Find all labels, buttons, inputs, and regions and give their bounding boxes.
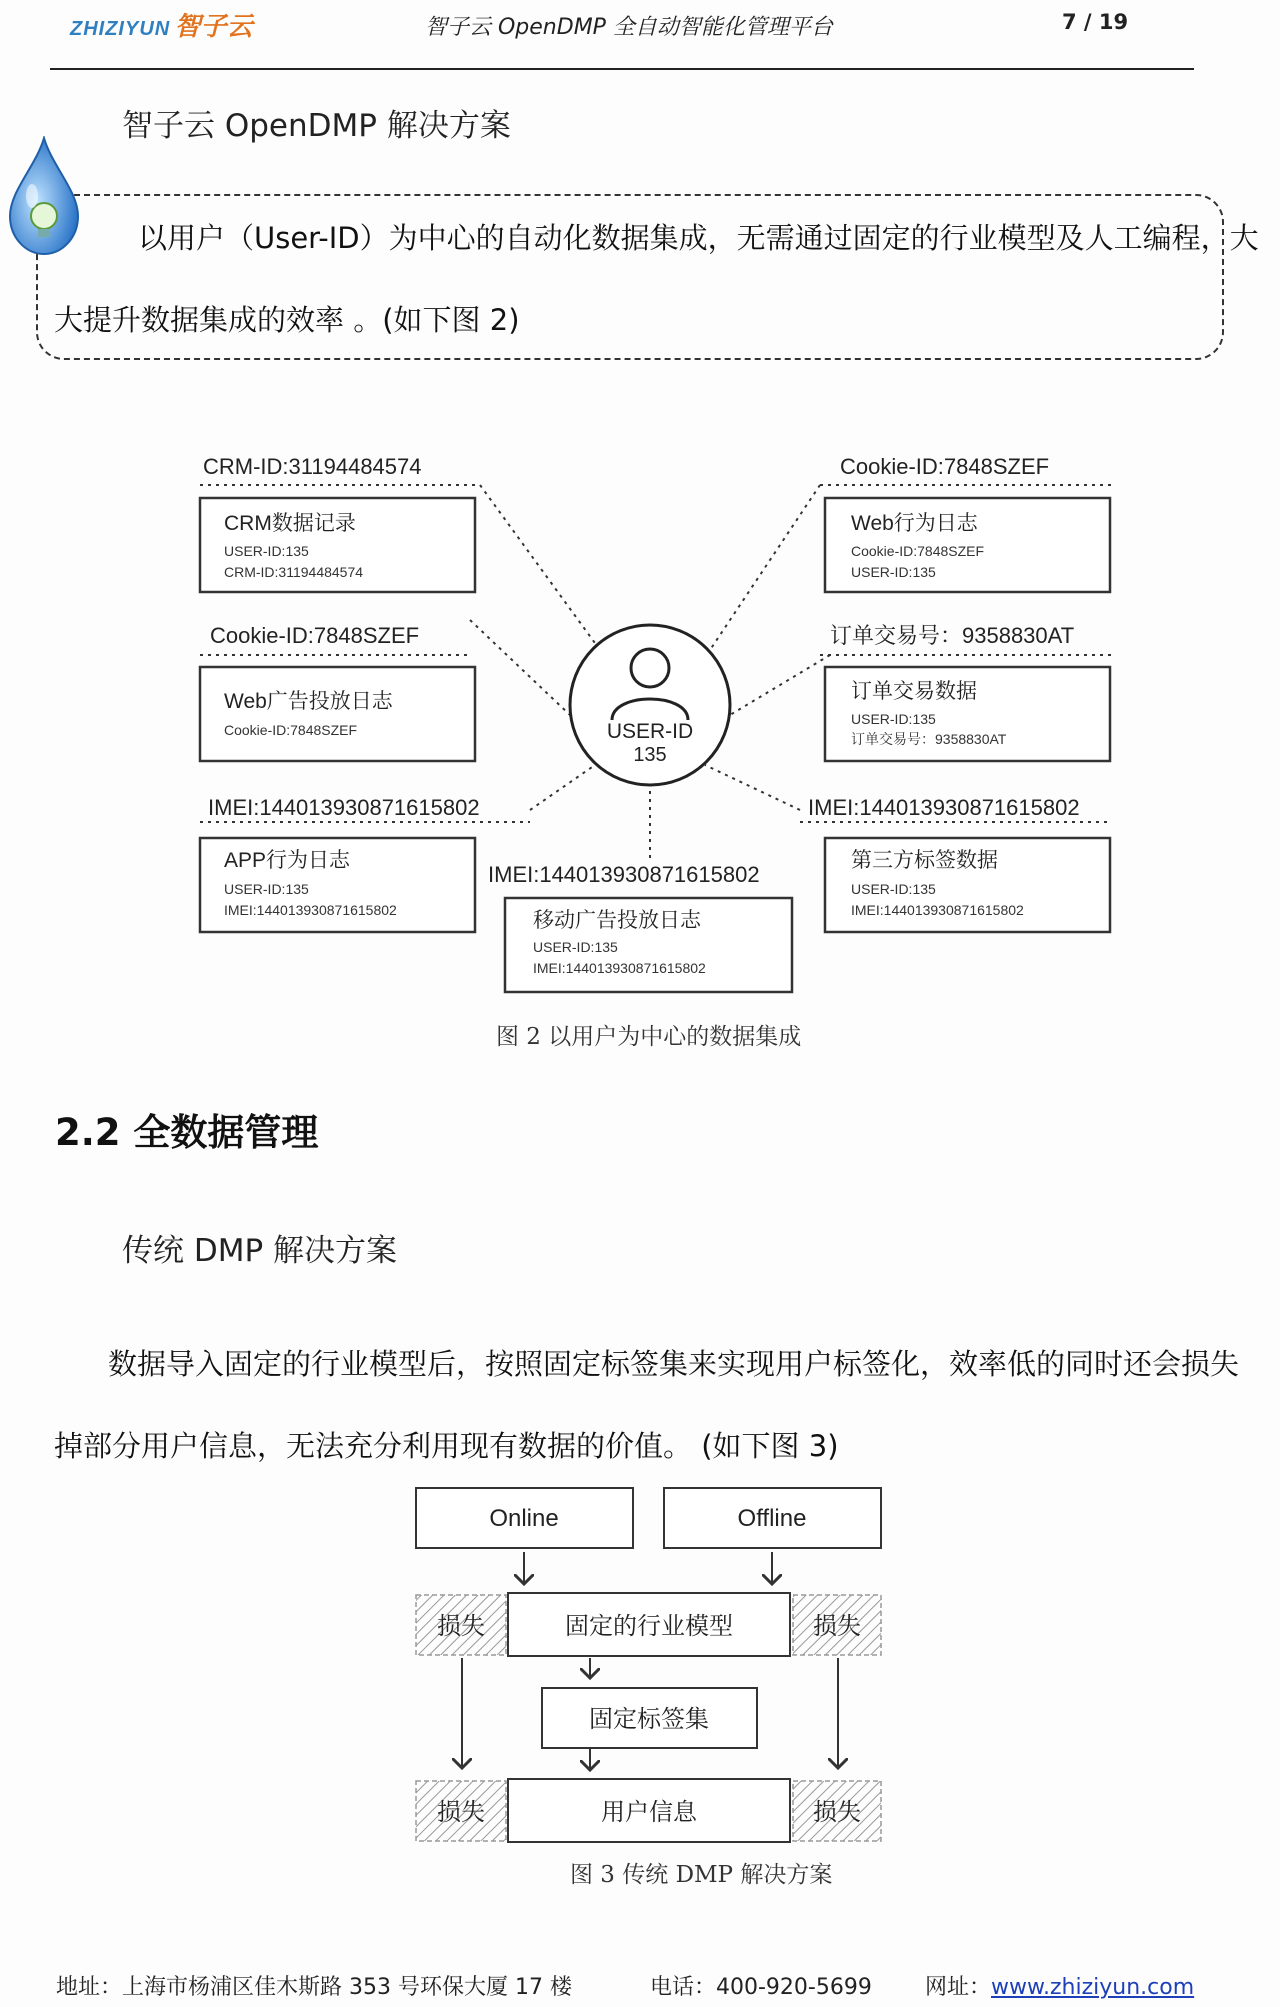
online-box bbox=[416, 1488, 633, 1548]
node-title: APP行为日志 bbox=[224, 849, 351, 872]
callout-line-2: 大提升数据集成的效率 。(如下图 2) bbox=[54, 303, 520, 337]
logo-text-en: ZHIZIYUN bbox=[70, 18, 171, 40]
footer-web-label: 网址： bbox=[925, 1975, 992, 2000]
model-box bbox=[508, 1593, 790, 1656]
node-label: IMEI:144013930871615802 bbox=[488, 862, 760, 887]
node-title: CRM数据记录 bbox=[224, 512, 356, 535]
loss-label: 损失 bbox=[437, 1613, 485, 1640]
footer-phone: 电话：400-920-5699 bbox=[650, 1975, 872, 2000]
online-label: Online bbox=[489, 1505, 559, 1532]
section2-para-line-2: 掉部分用户信息，无法充分利用现有数据的价值。 (如下图 3) bbox=[54, 1429, 839, 1463]
node-label: 订单交易号：9358830AT bbox=[830, 623, 1075, 648]
logo-text-cn: 智子云 bbox=[174, 11, 253, 41]
node-line-1: Cookie-ID:7848SZEF bbox=[851, 543, 985, 559]
section-heading: 2.2 全数据管理 bbox=[55, 1111, 319, 1154]
water-drop-bulb-icon bbox=[6, 136, 82, 256]
node-line-1: Cookie-ID:7848SZEF bbox=[224, 722, 358, 738]
footer-web bbox=[925, 1970, 1194, 2001]
loss-label: 损失 bbox=[813, 1799, 861, 1826]
node-line-2: IMEI:144013930871615802 bbox=[851, 902, 1024, 918]
loss-box bbox=[416, 1781, 506, 1841]
node-crm bbox=[200, 454, 475, 592]
node-title: Web行为日志 bbox=[851, 512, 978, 535]
callout-line-1: 以用户（User-ID）为中心的自动化数据集成，无需通过固定的行业模型及人工编程，大 bbox=[138, 221, 1259, 255]
tagset-label: 固定标签集 bbox=[589, 1706, 709, 1733]
node-label: Cookie-ID:7848SZEF bbox=[210, 623, 420, 648]
figure3-diagram bbox=[400, 1480, 900, 1855]
node-line-1: USER-ID:135 bbox=[224, 881, 309, 897]
node-label: IMEI:144013930871615802 bbox=[208, 795, 480, 820]
node-title: 移动广告投放日志 bbox=[533, 909, 701, 932]
node-line-2: CRM-ID:31194484574 bbox=[224, 564, 364, 580]
website-link[interactable]: www.zhiziyun.com bbox=[991, 1975, 1195, 2000]
node-line-1: USER-ID:135 bbox=[533, 939, 618, 955]
figure2-caption: 图 2 以用户为中心的数据集成 bbox=[496, 1024, 802, 1050]
section2-para-line-1: 数据导入固定的行业模型后，按照固定标签集来实现用户标签化，效率低的同时还会损失 bbox=[108, 1347, 1240, 1381]
node-label: CRM-ID:31194484574 bbox=[203, 454, 422, 479]
loss-box bbox=[793, 1781, 881, 1841]
node-line-1: USER-ID:135 bbox=[224, 543, 309, 559]
node-title: 第三方标签数据 bbox=[851, 849, 998, 872]
model-label: 固定的行业模型 bbox=[565, 1613, 733, 1640]
loss-label: 损失 bbox=[813, 1613, 861, 1640]
company-logo bbox=[70, 6, 253, 43]
node-web-behavior bbox=[825, 454, 1110, 592]
userinfo-label: 用户信息 bbox=[601, 1799, 697, 1826]
offline-label: Offline bbox=[737, 1505, 807, 1532]
node-title: 订单交易数据 bbox=[851, 680, 977, 703]
header-title: 智子云 OpenDMP 全自动智能化管理平台 bbox=[425, 15, 833, 40]
node-orders bbox=[825, 623, 1110, 761]
node-title: Web广告投放日志 bbox=[224, 690, 393, 713]
section2-subtitle: 传统 DMP 解决方案 bbox=[122, 1233, 398, 1269]
node-line-1: USER-ID:135 bbox=[851, 711, 936, 727]
footer-address: 地址：上海市杨浦区佳木斯路 353 号环保大厦 17 楼 bbox=[56, 1975, 572, 2000]
header-divider bbox=[50, 68, 1194, 70]
node-line-2: USER-ID:135 bbox=[851, 564, 936, 580]
center-line-2: 135 bbox=[633, 744, 667, 766]
loss-label: 损失 bbox=[437, 1799, 485, 1826]
offline-box bbox=[664, 1488, 881, 1548]
node-mobile-ads bbox=[488, 862, 792, 992]
figure2-diagram bbox=[0, 430, 1280, 1010]
node-line-2: IMEI:144013930871615802 bbox=[224, 902, 397, 918]
node-line-2: 订单交易号：9358830AT bbox=[851, 731, 1007, 747]
page-number: 7 / 19 bbox=[1062, 10, 1129, 34]
node-line-1: USER-ID:135 bbox=[851, 881, 936, 897]
userinfo-box bbox=[508, 1779, 790, 1842]
tagset-box bbox=[542, 1688, 757, 1748]
node-app-behavior bbox=[200, 795, 480, 932]
node-line-2: IMEI:144013930871615802 bbox=[533, 960, 706, 976]
user-id-center-node bbox=[570, 625, 730, 785]
node-web-ads bbox=[200, 623, 475, 761]
section1-subtitle: 智子云 OpenDMP 解决方案 bbox=[122, 108, 511, 144]
figure3-caption: 图 3 传统 DMP 解决方案 bbox=[570, 1862, 833, 1888]
node-label: Cookie-ID:7848SZEF bbox=[840, 454, 1050, 479]
loss-box bbox=[793, 1595, 881, 1655]
node-label: IMEI:144013930871615802 bbox=[808, 795, 1080, 820]
node-third-party bbox=[808, 795, 1110, 932]
loss-box bbox=[416, 1595, 506, 1655]
center-line-1: USER-ID bbox=[606, 720, 694, 743]
